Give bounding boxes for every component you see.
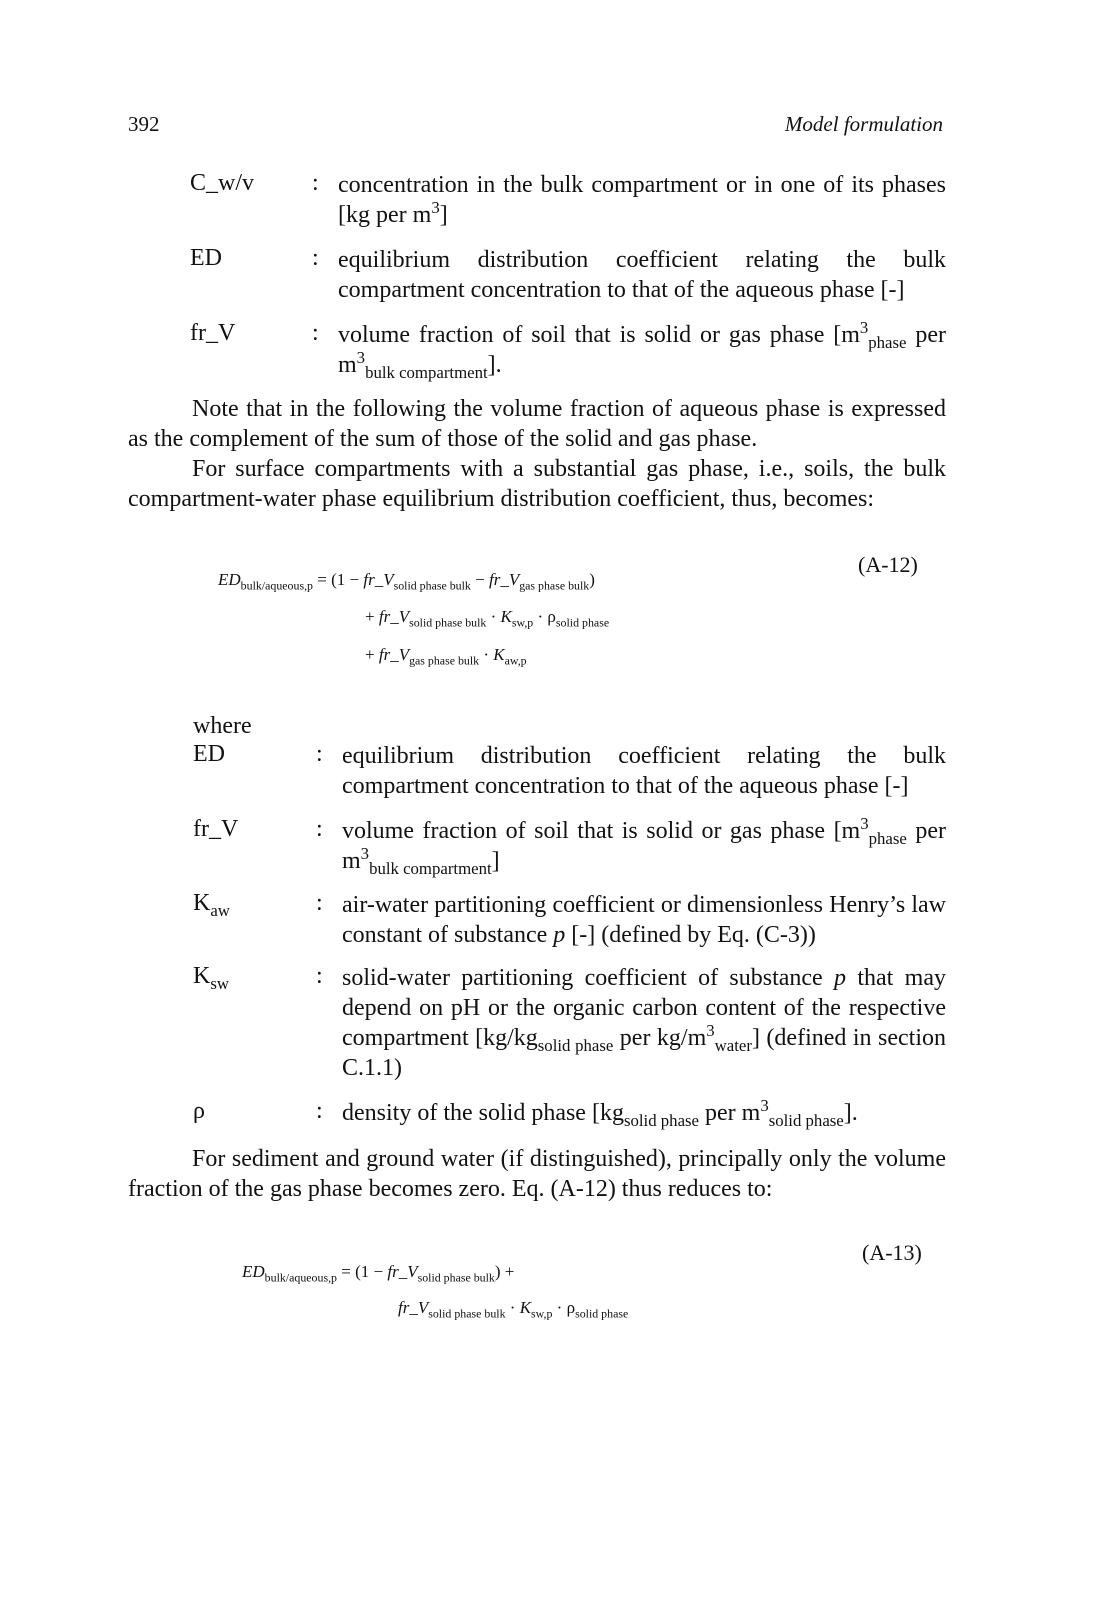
definition-text: concentration in the bulk compartment or in one of its phases [kg per $m^3$]: [338, 172, 946, 228]
definition-text: volume fraction of soil that is solid or gas phase [$m^3_{phase}$ per $m^3_{bulk compartment}$].: [338, 318, 946, 382]
definition-colon: :: [312, 170, 319, 196]
equation-a12-line1: $ED_{bulk/aqueous,p} = (1$ − $fr\_V_{solid phase bulk}$ − $fr\_V_{gas phase bulk}$): [218, 570, 595, 593]
definition-colon: :: [316, 963, 323, 989]
definition-term: ED: [193, 741, 225, 767]
equation-a13-line2: $fr\_V_{solid phase bulk} \cdot K_{sw,p} \cdot \rho_{solid phase}$: [398, 1298, 629, 1321]
definition-term: ED: [190, 245, 222, 271]
definition-text: solid-water partitioning coefficient of substance p that may depend on pH or the organic carbon content of the respective compartment [$kg/kg_{solid phase}$ per $kg/m^3_{water}$] (defined in section C.1.1): [342, 965, 947, 1081]
definition-term: fr_V: [190, 320, 236, 346]
page-number: 392: [128, 112, 160, 136]
definition-term: ρ: [193, 1098, 205, 1124]
body-paragraph: Note that in the following the volume fraction of aqueous phase is expressed as the complement of the sum of those of the solid and gas phase.: [128, 396, 946, 452]
definition-text: equilibrium distribution coefficient relating the bulk compartment concentration to that of the aqueous phase [-]: [342, 743, 946, 799]
running-title: Model formulation: [784, 112, 943, 136]
equation-a12-line3: + $fr\_V_{gas phase bulk} \cdot K_{aw,p}$: [365, 645, 527, 668]
equation-a13-line1: $ED_{bulk/aqueous,p} = (1$ − $fr\_V_{solid phase bulk}$) +: [242, 1262, 515, 1285]
definition-text: equilibrium distribution coefficient relating the bulk compartment concentration to that of the aqueous phase [-]: [338, 247, 946, 303]
definition-colon: :: [316, 890, 323, 916]
definition-term: C_w/v: [190, 170, 255, 196]
equation-number-a13: (A-13): [862, 1240, 922, 1265]
definition-colon: :: [312, 245, 319, 271]
definition-colon: :: [316, 741, 323, 767]
definition-colon: :: [312, 320, 319, 346]
definition-term: $K_{aw}$: [193, 890, 230, 920]
body-paragraph: For surface compartments with a substantial gas phase, i.e., soils, the bulk compartment-water phase equilibrium distribution coefficient, thus, becomes:: [128, 456, 946, 512]
definition-colon: :: [316, 816, 323, 842]
definition-term: $K_{sw}$: [193, 963, 229, 993]
definition-text: volume fraction of soil that is solid or gas phase [$m^3_{phase}$ per $m^3_{bulk compartment}$]: [342, 814, 946, 878]
definition-term: fr_V: [193, 816, 239, 842]
definition-colon: :: [316, 1098, 323, 1124]
definition-text: air-water partitioning coefficient or dimensionless Henry’s law constant of substance p [-] (defined by Eq. (C-3)): [342, 892, 946, 948]
where-label: where: [193, 713, 252, 739]
definition-text: density of the solid phase [$kg_{solid phase}$ per $m^3_{solid phase}$].: [342, 1096, 858, 1130]
body-paragraph: For sediment and ground water (if distinguished), principally only the volume fraction of the gas phase becomes zero. Eq. (A-12) thus reduces to:: [128, 1146, 946, 1202]
equation-number-a12: (A-12): [858, 552, 918, 577]
equation-a12-line2: + $fr\_V_{solid phase bulk} \cdot K_{sw,p} \cdot \rho_{solid phase}$: [365, 607, 610, 630]
